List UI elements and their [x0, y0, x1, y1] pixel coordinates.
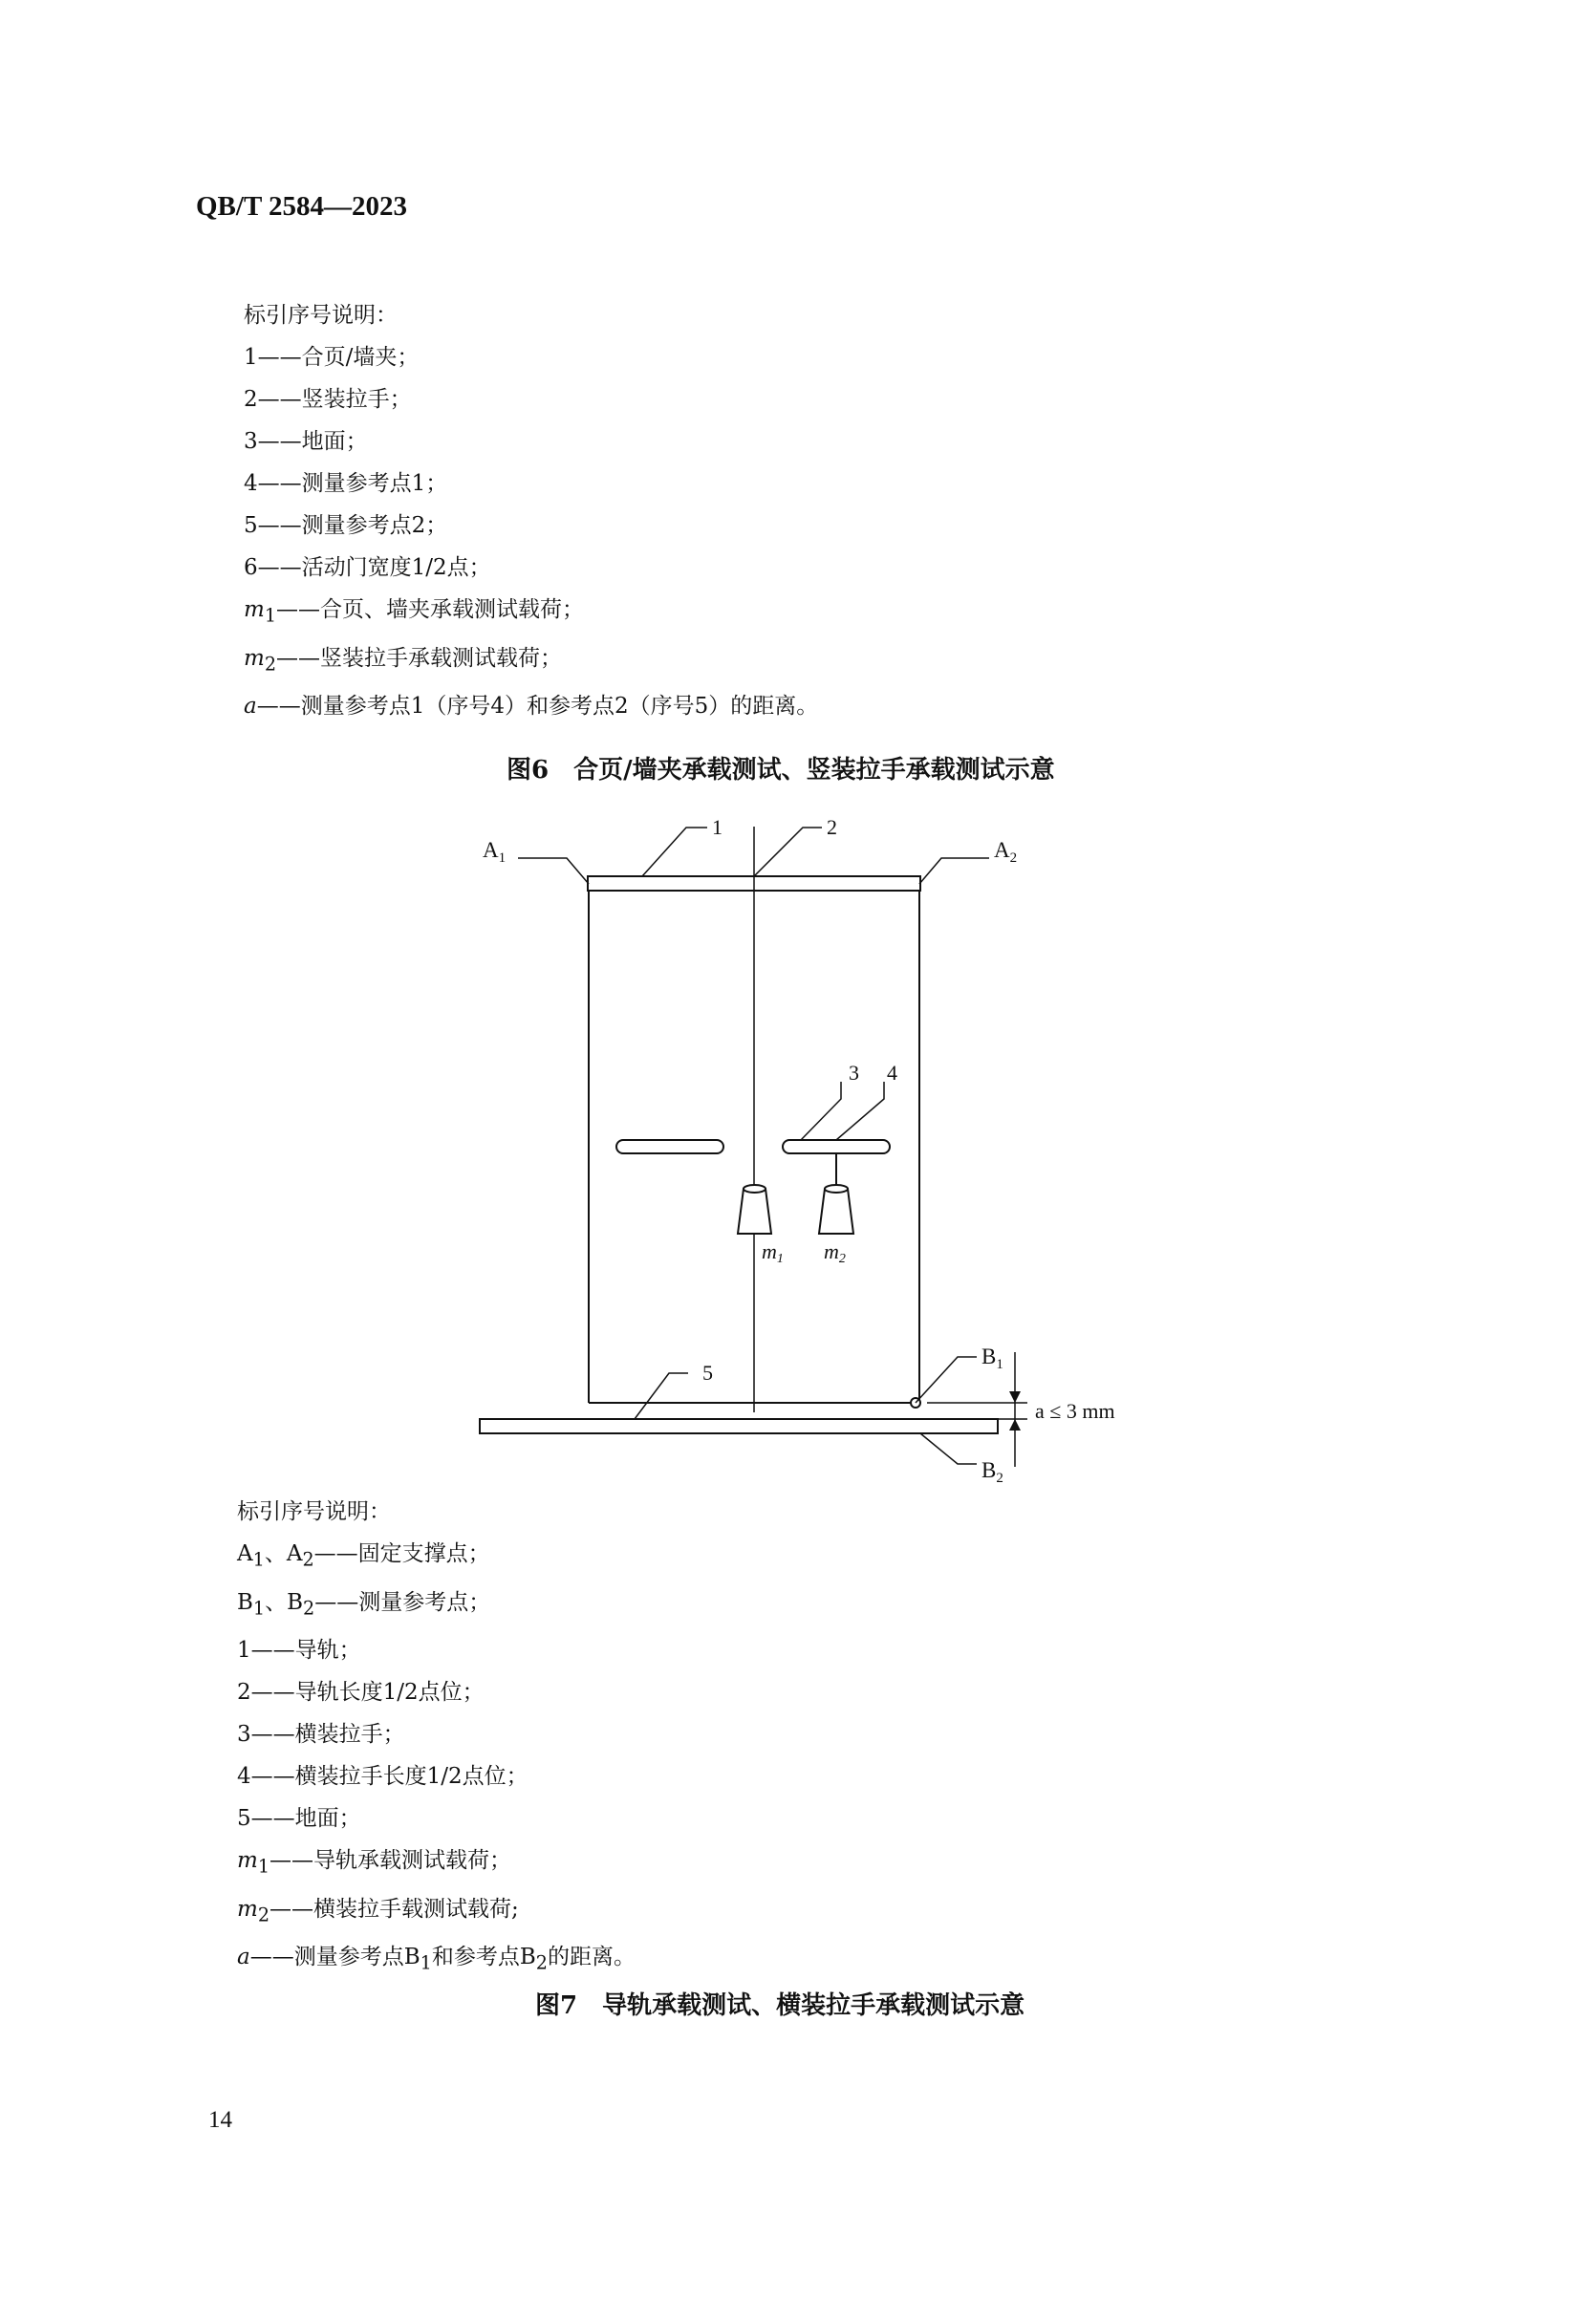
handle-left	[616, 1140, 723, 1153]
legend-item: 4——横装拉手长度1/2点位；	[237, 1764, 528, 1790]
legend-item: 3——地面；	[244, 429, 368, 454]
legend-item: $A_1$、$A_2——$固定支撑点；	[237, 1541, 490, 1571]
handle-right	[783, 1140, 890, 1153]
legend-item: 4——测量参考点1；	[244, 471, 448, 496]
leader-b2	[920, 1433, 977, 1464]
legend-item: $m_2——$横装拉手载测试载荷;	[237, 1896, 519, 1926]
legend-item: $m_1——$导轨承载测试载荷；	[237, 1848, 512, 1878]
legend-item: 3——横装拉手；	[237, 1722, 405, 1748]
standard-number-header: QB/T 2584—2023	[196, 191, 408, 222]
legend-item: 5——地面；	[237, 1806, 361, 1832]
leader-a1	[518, 858, 589, 884]
legend-item: a——测量参考点$B_1$和参考点$B_2$的距离。	[237, 1945, 636, 1974]
legend-item: $m_1——$合页、墙夹承载测试载荷；	[244, 597, 585, 627]
label-3: 3	[849, 1061, 859, 1085]
legend-item: $B_1$、$B_2——$测量参考点；	[237, 1589, 491, 1620]
leader-2	[754, 828, 822, 876]
legend-item: a——测量参考点1（序号4）和参考点2（序号5）的距离。	[244, 694, 819, 720]
figure-6-caption: 图6 合页/墙夹承载测试、竖装拉手承载测试示意	[507, 756, 1055, 785]
legend-item: $m_2——$竖装拉手承载测试载荷；	[244, 645, 563, 676]
label-a1: $A_1$	[483, 838, 507, 866]
label-m2: m2	[824, 1239, 846, 1266]
label-b2: $B_2$	[981, 1458, 1003, 1486]
figure-7-caption: 图7 导轨承载测试、横装拉手承载测试示意	[535, 1991, 1025, 2020]
leader-1	[642, 828, 707, 876]
weight-m2	[819, 1189, 853, 1234]
label-2: 2	[827, 815, 837, 839]
floor	[480, 1419, 998, 1433]
weight-m1	[738, 1189, 771, 1234]
label-a2: $A_2$	[994, 838, 1018, 866]
leader-3	[801, 1082, 841, 1140]
leader-a2	[919, 858, 989, 884]
legend-item: 2——导轨长度1/2点位；	[237, 1680, 485, 1706]
legend-item: 2——竖装拉手；	[244, 387, 412, 412]
label-1: 1	[712, 815, 723, 839]
label-b1: $B_1$	[981, 1345, 1003, 1372]
page-number: 14	[208, 2107, 232, 2133]
legend-item: 1——合页/墙夹；	[244, 345, 420, 370]
label-m1: m1	[762, 1239, 784, 1266]
legend-title: 标引序号说明：	[237, 1499, 391, 1524]
leader-b1	[916, 1357, 977, 1403]
legend-item: 5——测量参考点2；	[244, 513, 448, 538]
legend-item: 1——导轨；	[237, 1638, 361, 1664]
label-gap: a ≤ 3 mm	[1035, 1399, 1115, 1423]
label-4: 4	[887, 1061, 897, 1085]
leader-4	[836, 1082, 884, 1140]
leader-5	[635, 1373, 688, 1419]
legend-figure-7	[237, 1491, 636, 1985]
label-5: 5	[702, 1361, 713, 1385]
legend-title: 标引序号说明：	[244, 303, 398, 328]
legend-item: 6——活动门宽度1/2点；	[244, 555, 491, 580]
